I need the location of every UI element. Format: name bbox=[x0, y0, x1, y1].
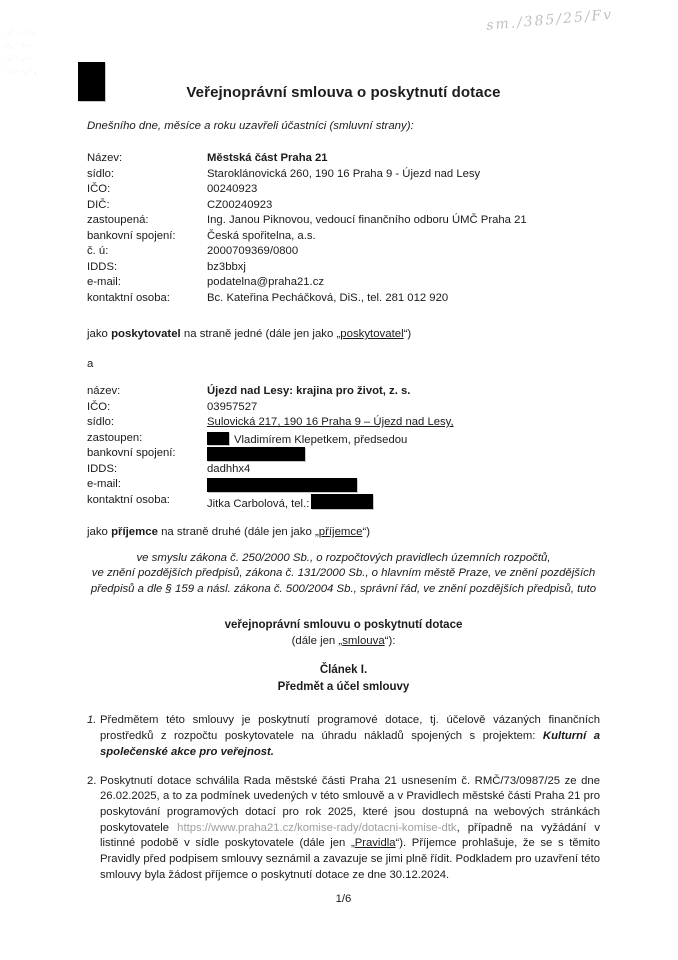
kv-row bbox=[87, 261, 600, 277]
list-item bbox=[87, 712, 600, 761]
kv-row bbox=[87, 494, 600, 510]
kv-row bbox=[87, 168, 600, 184]
item-text: Poskytnutí dotace schválila Rada městské části Praha 21 usnesením č. RMČ/73/0987/25 ze dne 26.02.2025, a to za podmínek uvedených v této smlouvě a v Pravidlech městské části Praha 21 pro poskytování programových dotací pro rok 2025, které jsou dostupná na webových stránkách poskytovatele bbox=[100, 774, 600, 834]
clause-quoted-term: smlouva bbox=[342, 635, 385, 647]
clause-term: poskytovatel bbox=[111, 328, 181, 340]
project-name: Kulturní a společenské akce pro veřejnost bbox=[100, 730, 600, 759]
article-heading bbox=[87, 662, 600, 695]
article-title: Předmět a účel smlouvy bbox=[277, 680, 410, 693]
stamp-line: ·,·˙: ¸·· bbox=[5, 56, 31, 62]
field-value: Městská část Praha 21 bbox=[207, 152, 328, 164]
field-label: IDDS: bbox=[87, 462, 118, 475]
clause-quoted-term: poskytovatel bbox=[340, 328, 404, 340]
field-value: podatelna@praha21.cz bbox=[207, 276, 324, 289]
field-label: DIČ: bbox=[87, 198, 110, 211]
conjunction: a bbox=[87, 358, 94, 370]
item-text: “). Příjemce prohlašuje, že se s těmito Pravidly před podpisem smlouvy seznámil a zavazuje se jimi plně řídit. Podkladem pro uzavření této smlouvy byla žádost příjemce o poskytnutí dotace ze dne 30.12.2024. bbox=[100, 837, 600, 881]
contract-subheading bbox=[87, 635, 600, 647]
kv-row bbox=[87, 385, 600, 401]
field-value: 03957527 bbox=[207, 400, 258, 413]
field-value: Česká spořitelna, a.s. bbox=[207, 229, 316, 242]
field-label: bankovní spojení: bbox=[87, 229, 176, 242]
field-label: č. ú: bbox=[87, 245, 109, 258]
stamp-line: ˙·:.· ·¸·˙, bbox=[5, 69, 37, 75]
legal-preamble bbox=[87, 551, 600, 597]
field-value: Sulovická 217, 190 16 Praha 9 – Újezd nad Lesy, bbox=[207, 416, 454, 429]
field-label: kontaktní osoba: bbox=[87, 493, 170, 506]
kv-row bbox=[87, 276, 600, 292]
clause-text: jako bbox=[87, 526, 112, 538]
item-text: , případně na vyžádání v listinné podobě v sídle poskytovatele (dále jen „ bbox=[100, 821, 600, 850]
clause-text: na straně druhé (dále jen jako „ bbox=[157, 526, 319, 538]
stamp-line: :·¸ ˙·:·.· bbox=[5, 43, 34, 49]
document-title: Veřejnoprávní smlouva o poskytnutí dotace bbox=[186, 84, 501, 101]
field-value: dadhhx4 bbox=[207, 462, 251, 475]
clause-text: (dále jen „ bbox=[291, 635, 343, 647]
field-value: Bc. Kateřina Pecháčková, DiS., tel. 281 012 920 bbox=[207, 291, 449, 304]
clause-quoted-term: příjemce bbox=[318, 526, 363, 538]
preamble-line: předpisů a dle § 159 a násl. zákona č. 500/2004 Sb., správní řád, ve znění pozdějších předpisů, tuto bbox=[90, 582, 597, 595]
kv-row bbox=[87, 199, 600, 215]
preamble-line: ve znění pozdějších předpisů, zákona č. 131/2000 Sb., o hlavním městě Praze, ve znění pozdějších bbox=[91, 567, 596, 580]
clause-quoted-term: Pravidla bbox=[354, 837, 396, 850]
field-label: e-mail: bbox=[87, 478, 121, 491]
field-value bbox=[207, 432, 600, 446]
field-value bbox=[207, 478, 600, 493]
kv-row bbox=[87, 230, 600, 246]
contract-heading: veřejnoprávní smlouvu o poskytnutí dotace bbox=[224, 619, 463, 631]
item-text: Předmětem této smlouvy je poskytnutí programové dotace, tj. účelově vázaných finančních prostředků z rozpočtu poskytovatele na úhradu nákladů spojených s projektem: bbox=[100, 714, 600, 743]
clause-text: “) bbox=[403, 328, 412, 340]
handwritten-number: sm./385/25/Fv bbox=[485, 6, 614, 34]
field-value-text: Vladimírem Klepetkem, předsedou bbox=[234, 433, 408, 446]
kv-row bbox=[87, 463, 600, 479]
recipient-clause bbox=[87, 526, 600, 538]
item-text: . bbox=[270, 746, 274, 759]
field-label: Název: bbox=[87, 152, 123, 164]
field-value: Ing. Janou Piknovou, vedoucí finančního odboru ÚMČ Praha 21 bbox=[207, 214, 527, 227]
redaction-box bbox=[207, 478, 357, 492]
rules-url: https://www.praha21.cz/komise-rady/dotacni-komise-dtk bbox=[177, 821, 457, 834]
recipient-details bbox=[87, 385, 600, 509]
clause-text: na straně jedné (dále jen jako „ bbox=[180, 328, 341, 340]
kv-row bbox=[87, 401, 600, 417]
intro-line: Dnešního dne, měsíce a roku uzavřeli účastníci (smluvní strany): bbox=[87, 120, 414, 132]
item-number: 1. bbox=[87, 714, 97, 726]
article-items bbox=[87, 712, 600, 884]
kv-row bbox=[87, 416, 600, 432]
kv-row bbox=[87, 152, 600, 168]
field-label: IČO: bbox=[87, 400, 111, 413]
field-value: 00240923 bbox=[207, 183, 258, 196]
kv-row bbox=[87, 432, 600, 448]
field-value: Staroklánovická 260, 190 16 Praha 9 - Újezd nad Lesy bbox=[207, 167, 481, 180]
kv-row bbox=[87, 292, 600, 308]
redaction-box bbox=[207, 432, 229, 445]
clause-text: “) bbox=[362, 526, 371, 538]
kv-row bbox=[87, 478, 600, 494]
field-label: zastoupen: bbox=[87, 431, 143, 444]
clause-term: příjemce bbox=[111, 526, 158, 538]
field-label: sídlo: bbox=[87, 416, 115, 429]
clause-text: jako bbox=[87, 328, 112, 340]
field-label: název: bbox=[87, 385, 121, 397]
article-number: Článek I. bbox=[319, 664, 368, 676]
field-value: bz3bbxj bbox=[207, 260, 246, 273]
kv-row bbox=[87, 245, 600, 261]
redaction-box bbox=[207, 447, 305, 461]
field-label: zastoupená: bbox=[87, 214, 149, 227]
provider-clause bbox=[87, 328, 600, 340]
field-value: 2000709369/0800 bbox=[207, 245, 299, 258]
kv-row bbox=[87, 447, 600, 463]
redaction-box bbox=[311, 494, 373, 509]
item-number: 2. bbox=[87, 774, 97, 787]
field-label: sídlo: bbox=[87, 167, 115, 180]
page-number: 1/6 bbox=[335, 893, 352, 905]
field-label: IDDS: bbox=[87, 260, 118, 273]
kv-row bbox=[87, 183, 600, 199]
field-label: IČO: bbox=[87, 183, 111, 196]
clause-text: “): bbox=[384, 635, 396, 647]
field-label: bankovní spojení: bbox=[87, 447, 176, 460]
field-value-text: Jitka Carbolová, tel.: bbox=[207, 497, 310, 510]
field-label: e-mail: bbox=[87, 276, 121, 289]
field-value bbox=[207, 447, 600, 462]
field-value: CZ00240923 bbox=[207, 198, 273, 211]
field-label: kontaktní osoba: bbox=[87, 291, 170, 304]
field-value: Újezd nad Lesy: krajina pro život, z. s. bbox=[207, 385, 411, 397]
preamble-line: ve smyslu zákona č. 250/2000 Sb., o rozpočtových pravidlech územních rozpočtů, bbox=[136, 552, 551, 564]
provider-details bbox=[87, 152, 600, 307]
list-item bbox=[87, 774, 600, 884]
field-value bbox=[207, 494, 600, 510]
stamp-line: ·.:˙· ·:˙·, bbox=[5, 30, 37, 36]
kv-row bbox=[87, 214, 600, 230]
